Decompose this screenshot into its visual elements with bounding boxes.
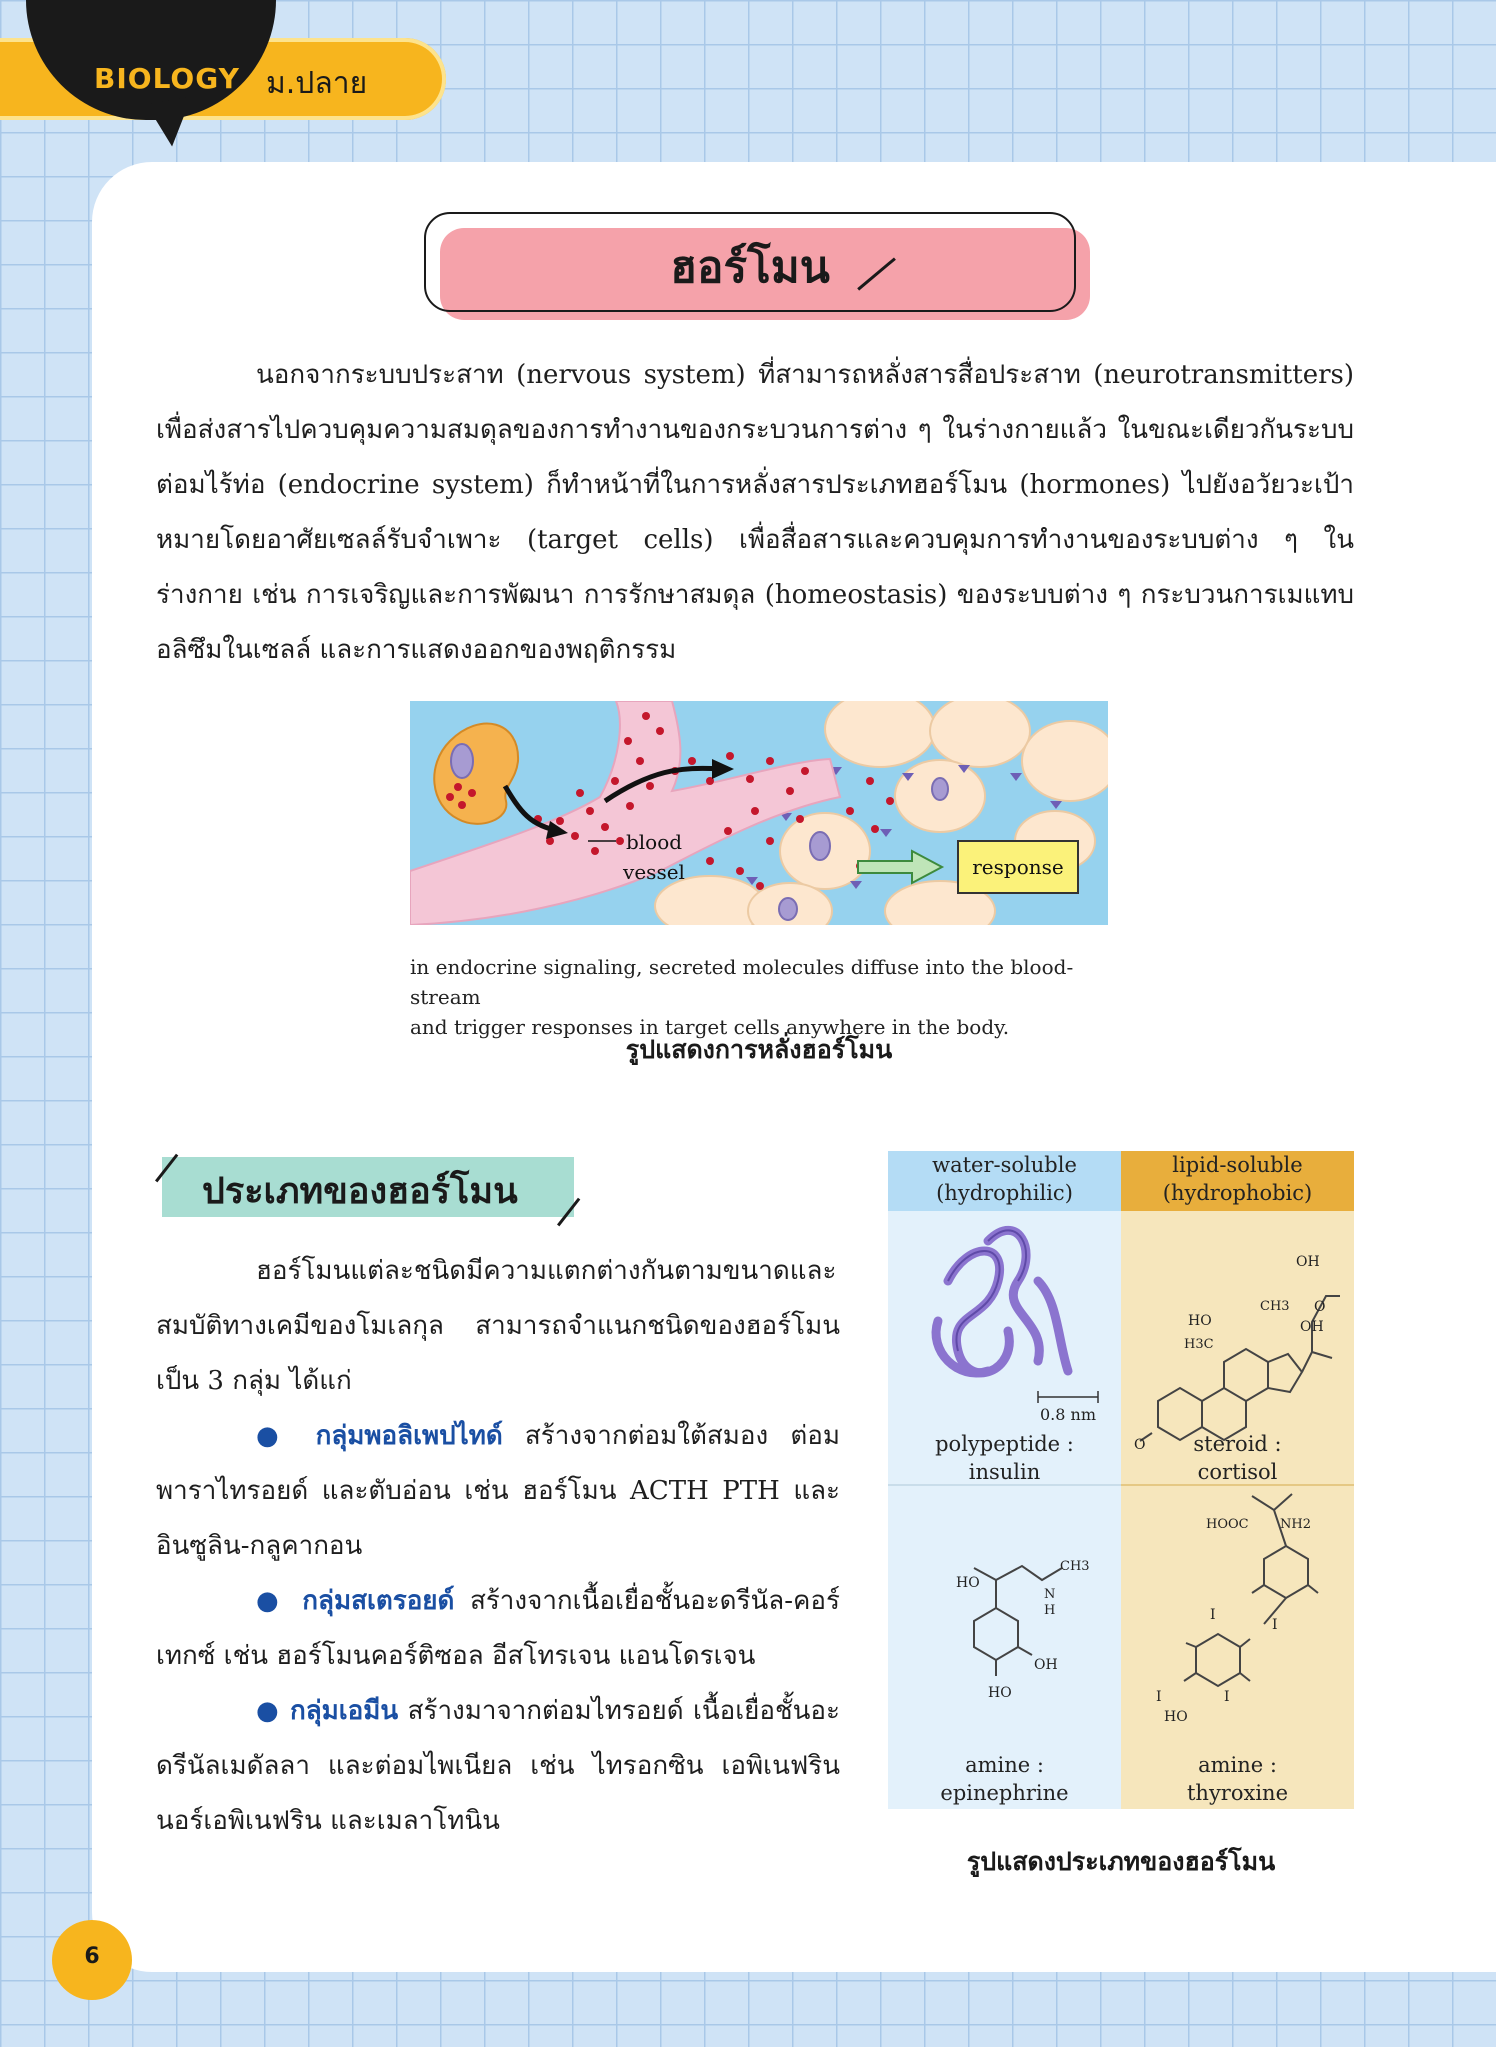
endocrine-signaling-diagram xyxy=(410,701,1108,925)
amine-thyroxine-label xyxy=(1121,1751,1354,1807)
amine-label: amine : xyxy=(1198,1753,1277,1777)
steroid-label: steroid : xyxy=(1193,1432,1282,1456)
atom-label: HO xyxy=(1188,1313,1212,1329)
polypeptide-insulin-label xyxy=(888,1430,1121,1486)
bullet-polypeptide xyxy=(156,1409,840,1574)
figure1-caption-english xyxy=(410,952,1130,1042)
atom-label: CH3 xyxy=(1260,1299,1290,1314)
atom-label: H3C xyxy=(1184,1337,1214,1352)
atom-label: HO xyxy=(956,1575,980,1591)
section-title: ประเภทของฮอร์โมน xyxy=(202,1171,518,1212)
atom-label: O xyxy=(1134,1437,1146,1453)
atom-label: OH xyxy=(1300,1319,1324,1335)
hormone-types-text xyxy=(156,1244,840,1849)
atom-label: NH2 xyxy=(1280,1517,1311,1532)
atom-label: H xyxy=(1044,1603,1056,1618)
amine-epinephrine-label xyxy=(888,1751,1121,1807)
atom-label: I xyxy=(1224,1689,1230,1705)
subject-label: BIOLOGY xyxy=(94,62,240,95)
thyroxine-label: thyroxine xyxy=(1186,1781,1289,1805)
polypeptide-label: polypeptide : xyxy=(935,1432,1074,1456)
figure1-caption-line2: and trigger responses in target cells anywhere in the body. xyxy=(410,1015,1010,1039)
bullet-polypeptide-title: ● กลุ่มพอลิเพปไทด์ xyxy=(256,1421,503,1451)
atom-label: O xyxy=(1314,1299,1326,1315)
water-soluble-header xyxy=(888,1151,1121,1207)
bullet-steroid xyxy=(156,1574,840,1684)
types-intro: ฮอร์โมนแต่ละชนิดมีความแตกต่างกันตามขนาดและสมบัติทางเคมีของโมเลกุล สามารถจำแนกชนิดของฮอร์โมนเป็น 3 กลุ่ม ได้แก่ xyxy=(156,1256,840,1396)
response-label: response xyxy=(972,855,1064,879)
vessel-label: vessel xyxy=(623,860,685,884)
bullet-amine-text: สร้างมาจากต่อมไทรอยด์ เนื้อเยื่อชั้นอะดรีนัลเมดัลลา และต่อมไพเนียล เช่น ไทรอกซิน เอพิเนฟริน นอร์เอพิเนฟริน และเมลาโทนิน xyxy=(156,1696,840,1836)
lipid-soluble-label: lipid-soluble xyxy=(1172,1153,1303,1177)
blood-label: blood xyxy=(625,830,683,854)
lipid-soluble-header xyxy=(1121,1151,1354,1207)
scale-label: 0.8 nm xyxy=(1039,1405,1096,1424)
water-soluble-label: water-soluble xyxy=(932,1153,1077,1177)
figure2-caption: รูปแสดงประเภทของฮอร์โมน xyxy=(966,1847,1276,1876)
page-number: 6 xyxy=(84,1944,100,1969)
epinephrine-label: epinephrine xyxy=(940,1781,1069,1805)
speech-bubble-tail xyxy=(146,96,199,149)
bullet-steroid-text: สร้างจากเนื้อเยื่อชั้นอะดรีนัล-คอร์เทกซ์ เช่น ฮอร์โมนคอร์ติซอล อีสโทรเจน แอนโดรเจน xyxy=(156,1586,840,1671)
atom-label: OH xyxy=(1034,1657,1058,1673)
hydrophobic-label: (hydrophobic) xyxy=(1162,1181,1313,1205)
atom-label: I xyxy=(1272,1617,1278,1633)
amine-label: amine : xyxy=(965,1753,1044,1777)
atom-label: I xyxy=(1210,1607,1216,1623)
cortisol-label: cortisol xyxy=(1197,1460,1278,1484)
atom-label: I xyxy=(1156,1689,1162,1705)
insulin-label: insulin xyxy=(968,1460,1041,1484)
atom-label: HO xyxy=(988,1685,1012,1701)
bullet-polypeptide-text: สร้างจากต่อมใต้สมอง ต่อมพาราไทรอยด์ และตับอ่อน เช่น ฮอร์โมน ACTH PTH และอินซูลิน-กลูคากอน xyxy=(156,1421,840,1561)
atom-label: CH3 xyxy=(1060,1559,1090,1574)
level-label: ม.ปลาย xyxy=(266,66,368,101)
figure1-caption: รูปแสดงการหลั่งฮอร์โมน xyxy=(625,1035,893,1064)
steroid-cortisol-label xyxy=(1121,1430,1354,1486)
figure1-caption-line1: in endocrine signaling, secreted molecules diffuse into the blood-stream xyxy=(410,955,1074,1009)
hydrophilic-label: (hydrophilic) xyxy=(936,1181,1073,1205)
bullet-steroid-title: ● กลุ่มสเตรอยด์ xyxy=(256,1586,455,1616)
bullet-amine-title: ● กลุ่มเอมีน xyxy=(256,1696,399,1726)
atom-label: N xyxy=(1044,1587,1056,1602)
atom-label: HOOC xyxy=(1206,1517,1249,1532)
bullet-amine xyxy=(156,1684,840,1849)
atom-label: HO xyxy=(1164,1709,1188,1725)
atom-label: OH xyxy=(1296,1254,1320,1270)
intro-paragraph: นอกจากระบบประสาท (nervous system) ที่สามารถหลั่งสารสื่อประสาท (neurotransmitters) เพื่อส่งสารไปควบคุมความสมดุลของการทำงานของกระบวนการต่าง ๆ ในร่างกายแล้ว ในขณะเดียวกันระบบต่อมไร้ท่อ (endocrine system) ก็ทำหน้าที่ในการหลั่งสารประเภทฮอร์โมน (hormones) ไปยังอวัยวะเป้าหมายโดยอาศัยเซลล์รับจำเพาะ (target cells) เพื่อสื่อสารและควบคุมการทำงานของระบบต่าง ๆ ในร่างกาย เช่น การเจริญและการพัฒนา การรักษาสมดุล (homeostasis) ของระบบต่าง ๆ กระบวนการเมแทบอลิซึมในเซลล์ และการแสดงออกของพฤติกรรม xyxy=(156,360,1354,665)
page-title: ฮอร์โมน xyxy=(670,242,830,293)
hormone-types-figure xyxy=(888,1151,1354,1809)
